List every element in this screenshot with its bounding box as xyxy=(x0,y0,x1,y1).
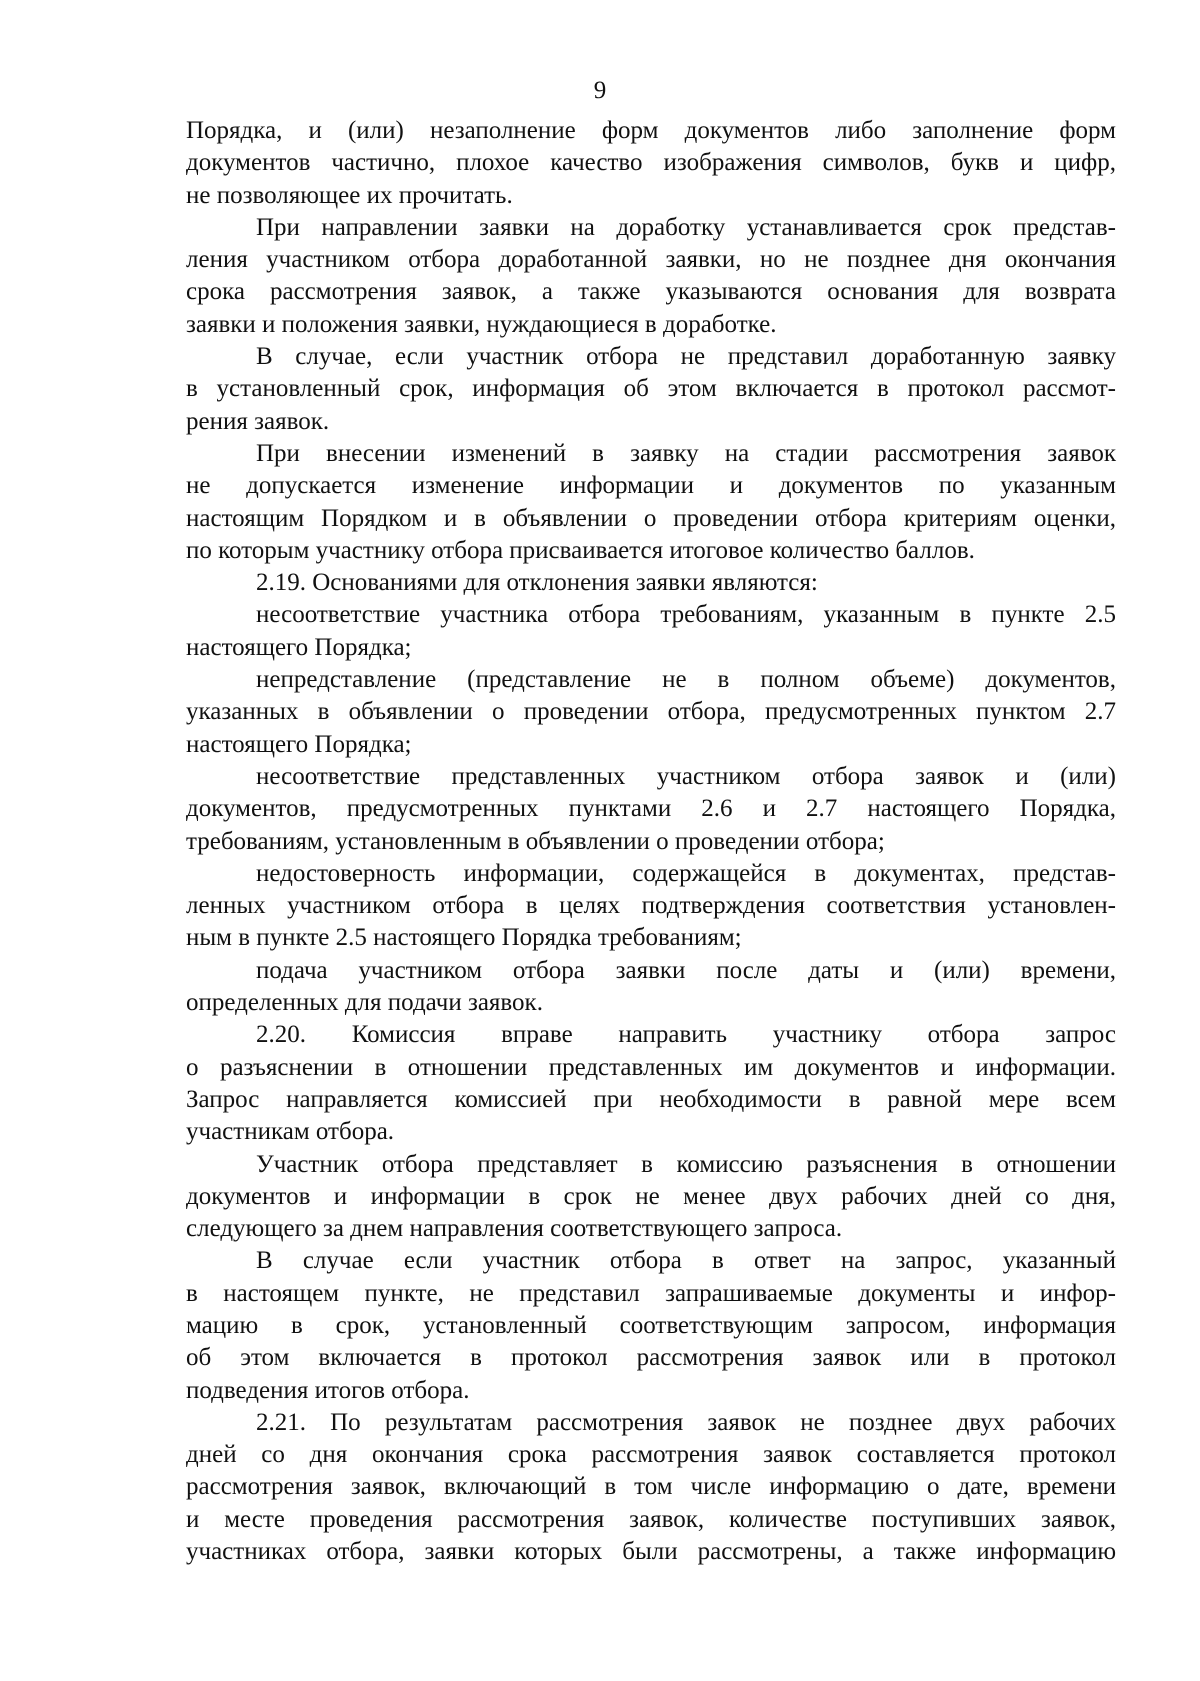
text-line: непредставление (представление не в полном объеме) документов, xyxy=(256,666,1116,694)
paragraph xyxy=(186,1019,1116,1148)
paragraph xyxy=(186,1149,1116,1246)
text-line: документов и информации в срок не менее двух рабочих дней со дня, xyxy=(186,1182,1116,1210)
text-line: участниках отбора, заявки которых были рассмотрены, а также информацию xyxy=(186,1538,1116,1566)
paragraph xyxy=(186,438,1116,567)
text-line: документов, предусмотренных пунктами 2.6 и 2.7 настоящего Порядка, xyxy=(186,795,1116,823)
text-line: несоответствие участника отбора требованиям, указанным в пункте 2.5 xyxy=(256,601,1116,629)
text-line: документов частично, плохое качество изображения символов, букв и цифр, xyxy=(186,149,1116,177)
page-number: 9 xyxy=(593,77,607,104)
paragraph xyxy=(186,761,1116,858)
text-line: не позволяющее их прочитать. xyxy=(186,181,513,209)
paragraph xyxy=(186,212,1116,341)
text-line: ным в пункте 2.5 настоящего Порядка требованиям; xyxy=(186,924,742,952)
text-line: настоящего Порядка; xyxy=(186,633,412,661)
text-line: об этом включается в протокол рассмотрения заявок или в протокол xyxy=(186,1344,1116,1372)
text-line: настоящим Порядком и в объявлении о проведении отбора критериям оценки, xyxy=(186,504,1116,532)
paragraph xyxy=(186,955,1116,1020)
text-line: При направлении заявки на доработку устанавливается срок представ- xyxy=(256,213,1116,241)
text-line: рения заявок. xyxy=(186,407,330,435)
paragraph xyxy=(186,341,1116,438)
text-line: 2.19. Основаниями для отклонения заявки являются: xyxy=(256,569,818,597)
paragraph xyxy=(186,115,1116,212)
text-line: Порядка, и (или) незаполнение форм документов либо заполнение форм xyxy=(186,117,1116,144)
text-line: ленных участником отбора в целях подтверждения соответствия установлен- xyxy=(186,892,1116,920)
text-line: В случае если участник отбора в ответ на запрос, указанный xyxy=(256,1247,1116,1275)
text-line: в настоящем пункте, не представил запрашиваемые документы и инфор- xyxy=(186,1279,1116,1307)
text-line: о разъяснении в отношении представленных им документов и информации. xyxy=(186,1053,1116,1081)
text-line: Запрос направляется комиссией при необходимости в равной мере всем xyxy=(186,1085,1116,1113)
text-line: мацию в срок, установленный соответствующим запросом, информация xyxy=(186,1311,1116,1339)
text-line: 2.20. Комиссия вправе направить участнику отбора запрос xyxy=(256,1021,1116,1049)
document-body xyxy=(186,115,1116,1568)
paragraph xyxy=(186,1245,1116,1406)
text-line: дней со дня окончания срока рассмотрения заявок составляется протокол xyxy=(186,1441,1116,1469)
text-line: срока рассмотрения заявок, а также указываются основания для возврата xyxy=(186,278,1116,306)
text-line: участникам отбора. xyxy=(186,1118,395,1146)
text-line: определенных для подачи заявок. xyxy=(186,989,543,1017)
paragraph xyxy=(186,858,1116,955)
text-line: недостоверность информации, содержащейся в документах, представ- xyxy=(256,859,1116,887)
text-line: заявки и положения заявки, нуждающиеся в доработке. xyxy=(186,310,777,338)
text-line: несоответствие представленных участником отбора заявок и (или) xyxy=(256,762,1116,790)
text-line: рассмотрения заявок, включающий в том числе информацию о дате, времени xyxy=(186,1473,1116,1501)
text-line: указанных в объявлении о проведении отбора, предусмотренных пунктом 2.7 xyxy=(186,698,1116,726)
text-line: настоящего Порядка; xyxy=(186,730,412,758)
text-line: При внесении изменений в заявку на стадии рассмотрения заявок xyxy=(256,439,1116,467)
text-line: В случае, если участник отбора не представил доработанную заявку xyxy=(256,343,1116,371)
text-line: подведения итогов отбора. xyxy=(186,1376,470,1404)
text-line: Участник отбора представляет в комиссию разъяснения в отношении xyxy=(256,1150,1116,1178)
text-line: по которым участнику отбора присваивается итоговое количество баллов. xyxy=(186,536,975,564)
text-line: не допускается изменение информации и документов по указанным xyxy=(186,472,1116,500)
text-line: 2.21. По результатам рассмотрения заявок не позднее двух рабочих xyxy=(256,1408,1116,1436)
paragraph xyxy=(186,567,1116,599)
text-line: подача участником отбора заявки после даты и (или) времени, xyxy=(256,956,1116,984)
text-line: и месте проведения рассмотрения заявок, количестве поступивших заявок, xyxy=(186,1505,1116,1533)
paragraph xyxy=(186,1407,1116,1568)
text-line: следующего за днем направления соответствующего запроса. xyxy=(186,1215,843,1243)
text-line: в установленный срок, информация об этом включается в протокол рассмот- xyxy=(186,375,1116,403)
text-line: ления участником отбора доработанной заявки, но не позднее дня окончания xyxy=(186,246,1116,274)
paragraph xyxy=(186,599,1116,664)
paragraph xyxy=(186,664,1116,761)
text-line: требованиям, установленным в объявлении о проведении отбора; xyxy=(186,827,885,855)
